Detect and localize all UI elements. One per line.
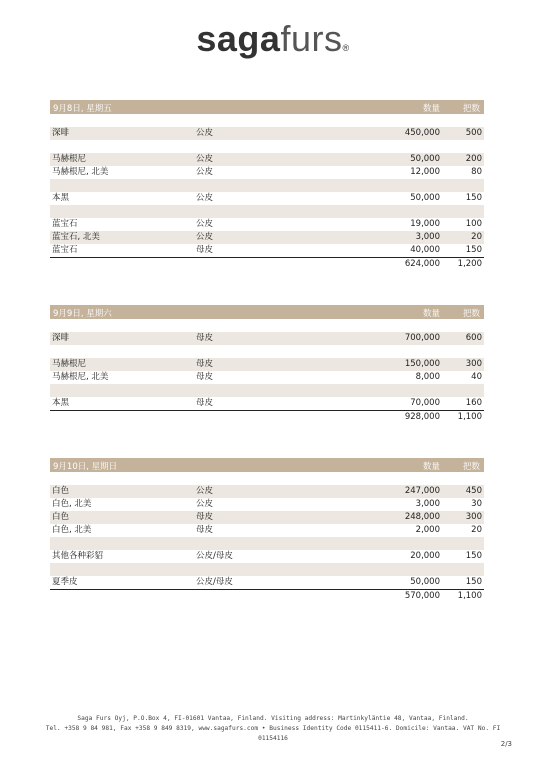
bundles-header: 把数 [462,309,480,319]
total-quantity: 570,000 [404,591,440,601]
company-footer [30,714,516,744]
pelt-sex: 公皮 [196,154,214,164]
footer-vat: 01154116 [258,735,288,742]
quantity-value: 20,000 [410,551,440,561]
quantity-value: 700,000 [404,333,440,343]
table-row [50,114,484,127]
bundles-value: 150 [465,577,482,587]
pelt-sex: 公皮 [196,219,214,229]
fur-type: 蓝宝石 [52,245,78,255]
quantity-value: 150,000 [404,359,440,369]
bundles-value: 20 [471,232,482,242]
fur-type: 夏季皮 [52,577,78,587]
pelt-sex: 公皮/母皮 [196,577,233,587]
bundles-value: 20 [471,525,482,535]
table-row [50,384,484,397]
quantity-value: 450,000 [404,128,440,138]
fur-type: 蓝宝石 [52,219,78,229]
pelt-sex: 母皮 [196,525,214,535]
table-row [50,319,484,332]
quantity-header: 数量 [422,462,440,472]
logo-part-furs: furs [280,18,343,59]
quantity-value: 12,000 [410,167,440,177]
quantity-value: 70,000 [410,398,440,408]
pelt-sex: 母皮 [196,398,214,408]
bundles-value: 300 [465,359,482,369]
bundles-value: 150 [465,245,482,255]
section-date: 9月10日, 星期日 [53,462,118,472]
table-row [50,524,484,537]
fur-type: 深啡 [52,128,70,138]
auction-day-section [50,100,484,271]
table-row [50,576,484,590]
fur-type: 其他各种彩貂 [52,551,104,561]
bundles-value: 150 [465,551,482,561]
pelt-sex: 公皮 [196,232,214,242]
pelt-sex: 公皮 [196,499,214,509]
bundles-value: 40 [471,372,482,382]
table-row [50,205,484,218]
pelt-sex: 公皮 [196,193,214,203]
fur-type: 本黑 [52,193,70,203]
total-bundles: 1,100 [457,591,482,601]
bundles-value: 80 [471,167,482,177]
bundles-header: 把数 [462,104,480,114]
quantity-header: 数量 [422,309,440,319]
quantity-value: 3,000 [415,232,440,242]
table-row [50,358,484,371]
table-row [50,166,484,179]
registered-mark: ® [342,43,350,53]
bundles-value: 200 [465,154,482,164]
sagafurs-logo [0,18,546,60]
section-header [50,100,484,114]
bundles-value: 30 [471,499,482,509]
fur-type: 蓝宝石, 北美 [52,232,100,242]
table-row [50,140,484,153]
quantity-value: 2,000 [415,525,440,535]
section-header [50,305,484,319]
page-number: 2/3 [500,740,512,748]
pelt-sex: 公皮 [196,167,214,177]
quantity-value: 50,000 [410,193,440,203]
fur-type: 马赫根尼, 北美 [52,167,109,177]
table-row [50,153,484,166]
fur-type: 马赫根尼 [52,359,87,369]
quantity-value: 3,000 [415,499,440,509]
fur-type: 马赫根尼 [52,154,87,164]
bundles-value: 150 [465,193,482,203]
table-row [50,397,484,411]
pelt-sex: 母皮 [196,359,214,369]
table-row [50,537,484,550]
total-quantity: 928,000 [404,412,440,422]
auction-day-section [50,458,484,603]
pelt-sex: 母皮 [196,512,214,522]
logo-part-saga: saga [196,18,281,59]
fur-type: 本黑 [52,398,70,408]
table-row [50,472,484,485]
pelt-sex: 母皮 [196,333,214,343]
pelt-sex: 公皮 [196,486,214,496]
footer-address: Saga Furs Oyj, P.O.Box 4, FI-01601 Vantaa, Finland. Visiting address: Martinkyläntie 48, Vantaa, Finland. [77,715,469,722]
table-row [50,244,484,258]
auction-day-section [50,305,484,424]
bundles-value: 500 [465,128,482,138]
quantity-value: 247,000 [404,486,440,496]
table-row [50,218,484,231]
fur-type: 白色 [52,512,70,522]
total-bundles: 1,200 [457,259,482,269]
section-header [50,458,484,472]
bundles-value: 300 [465,512,482,522]
bundles-value: 100 [465,219,482,229]
table-row [50,563,484,576]
pelt-sex: 公皮 [196,128,214,138]
total-row [50,590,484,603]
table-row [50,511,484,524]
quantity-value: 50,000 [410,154,440,164]
quantity-value: 8,000 [415,372,440,382]
table-row [50,231,484,244]
table-row [50,179,484,192]
bundles-value: 160 [465,398,482,408]
quantity-value: 19,000 [410,219,440,229]
total-quantity: 624,000 [404,259,440,269]
fur-type: 白色 [52,486,70,496]
quantity-value: 50,000 [410,577,440,587]
bundles-value: 600 [465,333,482,343]
pelt-sex: 母皮 [196,372,214,382]
quantity-value: 40,000 [410,245,440,255]
pelt-sex: 公皮/母皮 [196,551,233,561]
quantity-value: 248,000 [404,512,440,522]
section-date: 9月8日, 星期五 [53,104,112,114]
quantity-header: 数量 [422,104,440,114]
table-row [50,371,484,384]
table-row [50,485,484,498]
bundles-header: 把数 [462,462,480,472]
fur-type: 马赫根尼, 北美 [52,372,109,382]
pelt-sex: 母皮 [196,245,214,255]
table-row [50,332,484,345]
fur-type: 白色, 北美 [52,525,92,535]
table-row [50,345,484,358]
section-date: 9月9日, 星期六 [53,309,112,319]
table-row [50,192,484,205]
table-row [50,498,484,511]
footer-contact: Tel. +358 9 84 981, Fax +358 9 849 8319, www.sagafurs.com • Business Identity Code 0115411-6. Domicile: Vantaa. VAT No. FI [45,725,501,732]
bundles-value: 450 [465,486,482,496]
fur-type: 深啡 [52,333,70,343]
total-bundles: 1,100 [457,412,482,422]
total-row [50,258,484,271]
fur-type: 白色, 北美 [52,499,92,509]
total-row [50,411,484,424]
table-row [50,550,484,563]
table-row [50,127,484,140]
